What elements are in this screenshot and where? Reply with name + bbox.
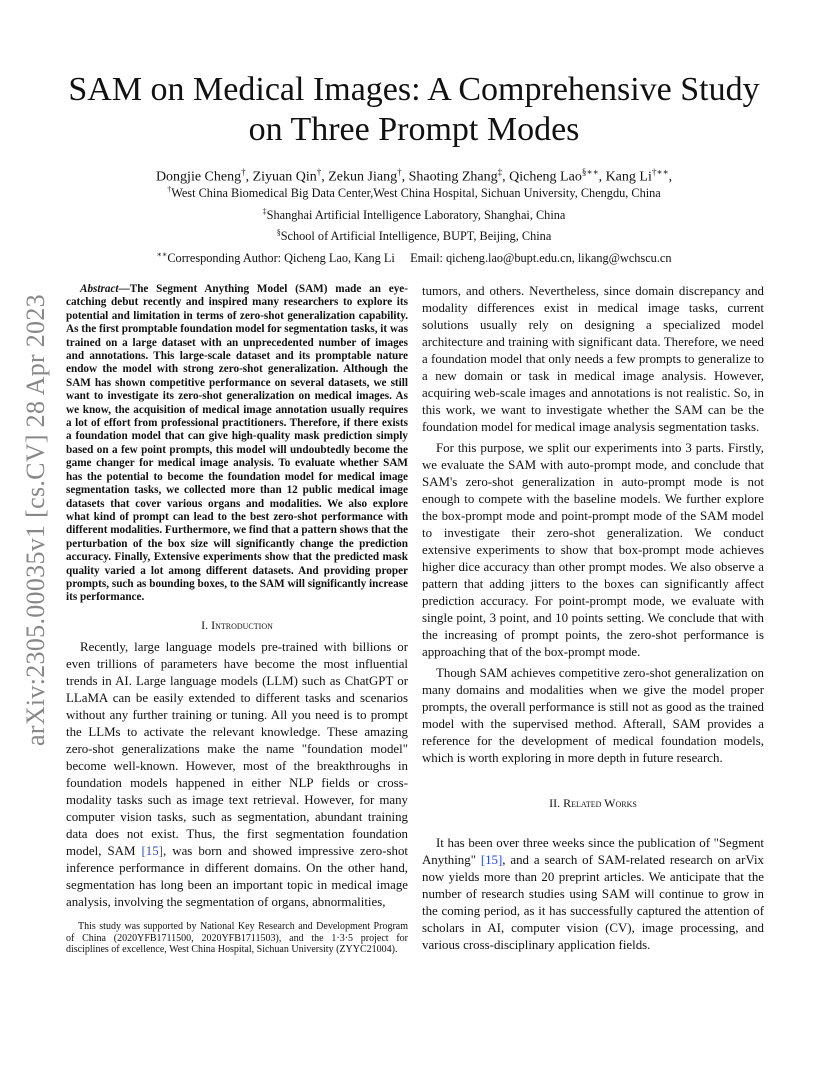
abstract <box>66 283 408 605</box>
left-column <box>66 283 408 911</box>
title-line-1: SAM on Medical Images: A Comprehensive Study <box>68 71 760 108</box>
affiliation-mark: † <box>167 185 172 194</box>
related-works-text: It has been over three weeks since the publication of "Segment Anything" <box>422 836 764 867</box>
affiliation-line <box>60 224 768 246</box>
citation-link[interactable]: [15] <box>480 853 503 867</box>
author-mark: † <box>397 167 402 177</box>
author-mark: ‡ <box>497 167 503 177</box>
arxiv-identifier-text: arXiv:2305.00035v1 [cs.CV] 28 Apr 2023 <box>21 294 50 746</box>
related-works-text-continued: , and a search of SAM-related research on arVix now yields more than 20 preprint articles. We anticipate that the number of research studies using SAM will continue to grow in the coming period, as it has successfully captured the attention of scholars in AI, computer vision (CV), image processing, and various cross-disciplinary application fields. <box>422 853 764 952</box>
right-column <box>422 283 764 954</box>
affiliation-list <box>60 181 768 267</box>
intro-paragraph-2: For this purpose, we split our experiments into 3 parts. Firstly, we evaluate the SAM with auto-prompt mode, and conclude that SAM's zero-shot generalization in auto-prompt mode is not enough to compete with the baseline models. We further explore the box-prompt mode and point-prompt mode of the SAM model to investigate their zero-shot generalization. We conduct extensive experiments to show that box-prompt mode achieves higher dice accuracy than other prompt modes. We also observe a pattern that adding jitters to the boxes can significantly affect prediction accuracy. For point-prompt mode, we evaluate with single point, 3 point, and 10 points setting. We conclude that with the increasing of prompt points, the zero-shot performance is approaching that of the box-prompt mode. <box>422 441 764 659</box>
intro-paragraph-3: Though SAM achieves competitive zero-shot generalization on many domains and modalities when we give the model proper prompts, the overall performance is still not as good as the trained model with the supervised method. Afterall, SAM provides a reference for the development of medical foundation models, which is worth exploring in more depth in future research. <box>422 666 764 765</box>
citation-link[interactable]: [15] <box>141 843 163 858</box>
affiliation-text: Corresponding Author: Qicheng Lao, Kang Li Email: qicheng.lao@bupt.edu.cn, likang@wchscu.cn <box>167 250 672 265</box>
related-works-paragraph-1 <box>422 835 764 954</box>
affiliation-line <box>60 181 768 203</box>
author-name: Qicheng Lao <box>509 169 582 185</box>
author-name: Zekun Jiang <box>328 169 398 185</box>
author-mark: †∗∗ <box>651 167 669 177</box>
author-mark: † <box>316 167 322 177</box>
affiliation-mark: ∗∗ <box>156 249 168 259</box>
author-name: Dongjie Cheng <box>155 169 242 185</box>
author-list: Dongjie Cheng†, Ziyuan Qin†, Zekun Jiang†, Shaoting Zhang‡, Qicheng Lao§∗∗, Kang Li†∗∗, <box>155 167 673 185</box>
intro-paragraph-1-continuation: tumors, and others. Nevertheless, since domain discrepancy and modality differences exist in medical image tasks, current solutions usually rely on designing a specialized model architecture and training with significant data. Therefore, we need a foundation model that only needs a few prompts to generalize to a new domain or task in medical image analysis. However, acquiring web-scale images and annotations is not realistic. So, in this work, we want to investigate whether the SAM can be the foundation model for medical image analysis segmentation tasks. <box>422 284 764 434</box>
affiliation-text: Shanghai Artificial Intelligence Laboratory, Shanghai, China <box>266 207 566 222</box>
abstract-label: Abstract <box>80 283 119 295</box>
affiliation-text: School of Artificial Intelligence, BUPT, Beijing, China <box>280 229 552 244</box>
affiliation-mark: ‡ <box>262 206 267 216</box>
affiliation-line <box>60 246 768 268</box>
affiliation-line <box>60 203 768 225</box>
intro-paragraph-1-text: Recently, large language models pre-trained with billions or even trillions of parameters have become the most influential trends in AI. Large language models (LLM) such as ChatGPT or LLaMA can be easily extended to different tasks and scenarios without any further training or tuning. All you need is to prompt the LLMs to activate the relevant knowledge. These amazing zero-shot generalizations make the name "foundation model" become well-known. However, most of the breakthroughs in foundation models happened in either NLP fields or cross-modality tasks such as image text retrieval. However, for many computer vision tasks, such as segmentation, abundant training data does not exist. Thus, the first segmentation foundation model, SAM <box>66 639 408 858</box>
affiliation-mark: § <box>276 228 281 238</box>
paper-title <box>60 70 768 150</box>
arxiv-identifier-stamp <box>22 285 50 755</box>
section-heading-introduction: I. Introduction <box>201 617 273 632</box>
funding-footnote: This study was supported by National Key Research and Development Program of China (2020YFB1711500, 2020YFB1711503), and the 1·3·5 project for disciplines of excellence, West China Hospital, Sichuan University (ZYYC21004). <box>66 921 408 956</box>
intro-paragraph-1 <box>66 639 408 911</box>
intro-paragraph-1-continued: , was born and showed impressive zero-shot inference performance in different domains. On the other hand, segmentation has long been an important topic in medical image analysis, involving the segmentation of organs, abnormalities, <box>66 843 408 909</box>
author-name: Kang Li <box>605 169 652 185</box>
title-line-2: on Three Prompt Modes <box>248 111 580 148</box>
abstract-text: —The Segment Anything Model (SAM) made an eye-catching debut recently and inspired many researchers to explore its potential and limitation in terms of zero-shot generalization capability. As the first promptable foundation model for segmentation tasks, it was trained on a large dataset with an unprecedented number of images and annotations. This large-scale dataset and its promptable nature endow the model with strong zero-shot generalization. Although the SAM has shown competitive performance on several datasets, we still want to investigate its zero-shot generalization on medical images. As we know, the acquisition of medical image annotation usually requires a lot of effort from professional practitioners. Therefore, if there exists a foundation model that can give high-quality mask prediction simply based on a few point prompts, this model will undoubtedly become the game changer for medical image analysis. To evaluate whether SAM has the potential to become the foundation model for medical image segmentation tasks, we collected more than 12 public medical image datasets that cover various organs and modalities. We also explore what kind of prompt can lead to the best zero-shot performance with different modalities. Furthermore, we find that a pattern shows that the perturbation of the box size will significantly change the prediction accuracy. Finally, Extensive experiments show that the predicted mask quality varied a lot among different datasets. And providing proper prompts, such as bounding boxes, to the SAM will significantly increase its performance. <box>66 283 409 604</box>
author-mark: † <box>241 167 246 177</box>
section-heading-related-works: II. Related Works <box>549 796 637 810</box>
author-mark: §∗∗ <box>581 167 599 177</box>
affiliation-text: West China Biomedical Big Data Center,West China Hospital, Sichuan University, Chengdu, China <box>171 186 661 201</box>
author-name: Shaoting Zhang <box>408 169 498 185</box>
author-name: Ziyuan Qin <box>252 169 317 185</box>
